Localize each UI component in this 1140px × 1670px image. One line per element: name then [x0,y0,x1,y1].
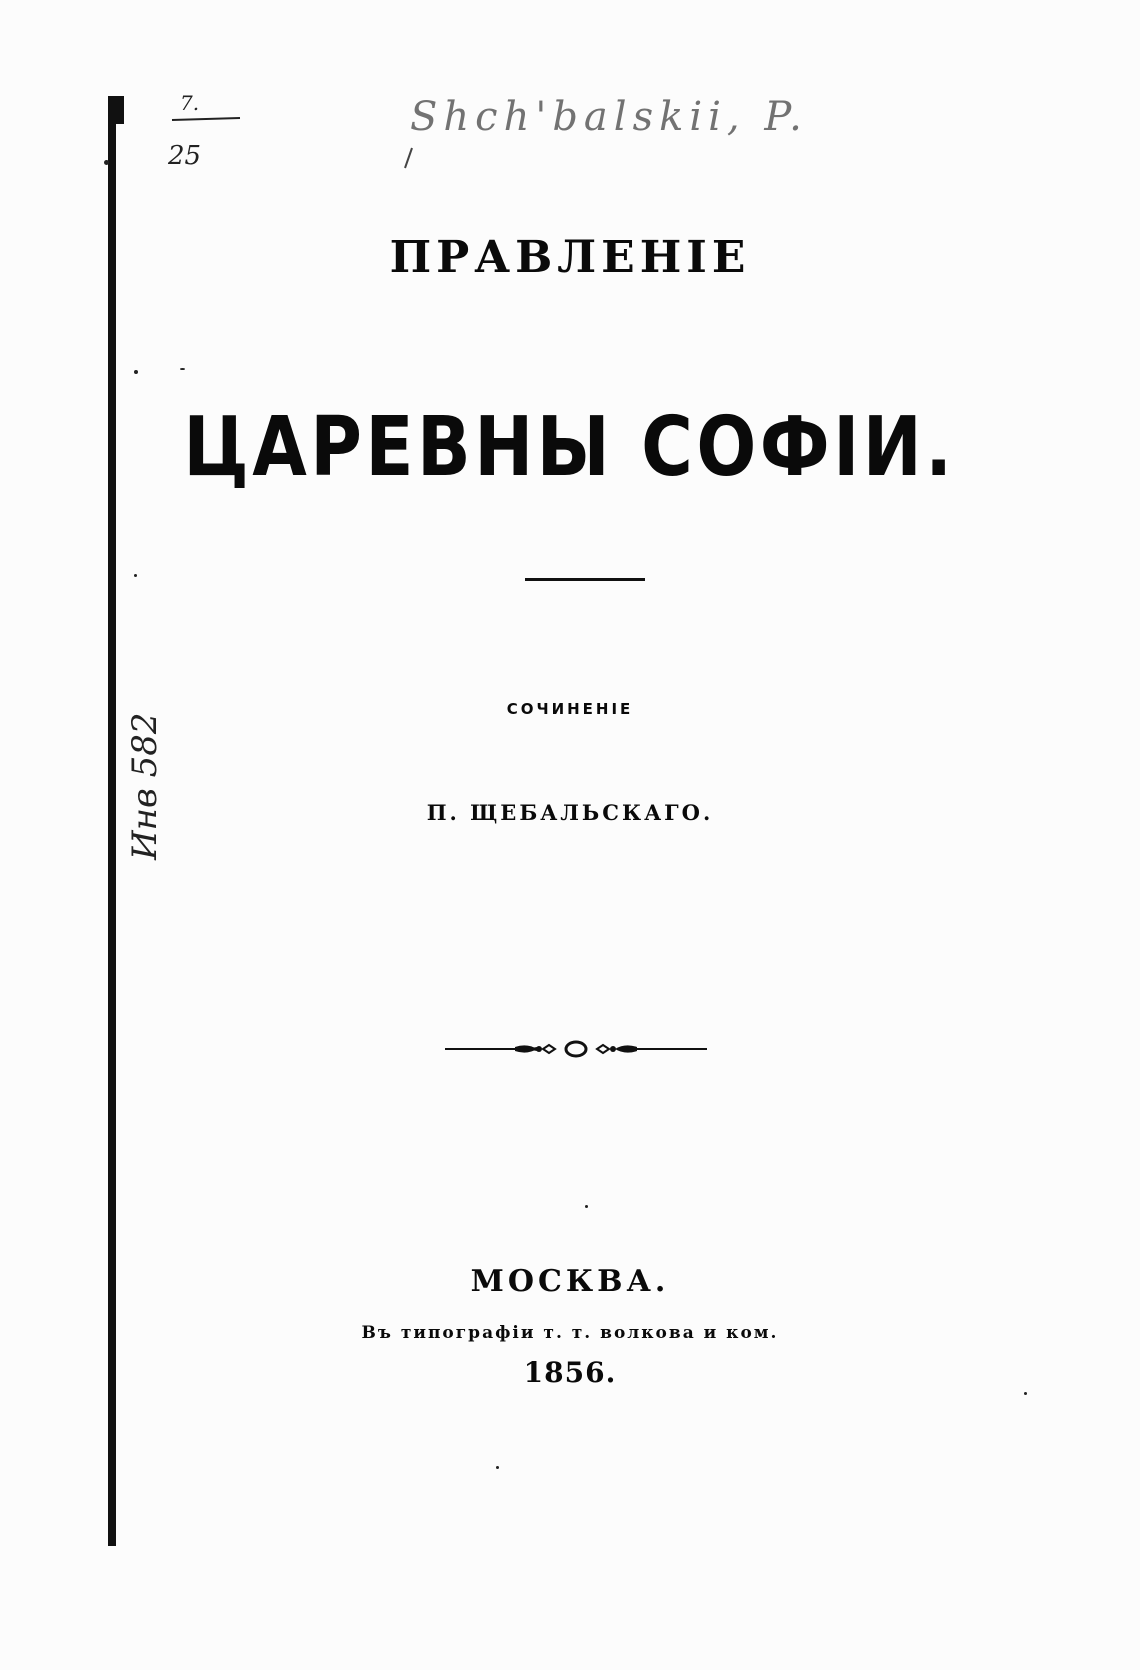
author-name: П. ЩЕБАЛЬСКАГО. [426,800,714,825]
ornament-divider [445,1036,707,1062]
handwritten-note [400,90,808,180]
speck [134,574,137,577]
shelfmark-top: 7. [180,91,200,115]
speck [496,1466,499,1469]
speck [180,368,185,370]
binding-edge-top [110,96,124,124]
author-label: СОЧИНЕНІЕ [506,700,634,718]
printer-line: Въ типографіи т. т. волкова и ком. [361,1323,779,1343]
inventory-mark [125,700,188,860]
handwritten-note-text: Shch'balskii, P. [410,94,808,140]
shelfmark-mark [160,92,250,182]
speck [134,370,138,374]
title-line-1: ПРАВЛЕНІЕ [389,232,751,283]
speck [104,160,109,165]
inventory-mark-text: Инв 582 [125,712,165,860]
title-line-2: ЦАРЕВНЫ СОФІИ. [183,400,956,495]
speck [1024,1392,1027,1395]
speck [585,1205,588,1208]
publication-year: 1856. [523,1356,617,1389]
shelfmark-bottom: 25 [168,141,202,171]
title-rule [525,578,645,581]
publication-city: МОСКВА. [470,1264,670,1299]
